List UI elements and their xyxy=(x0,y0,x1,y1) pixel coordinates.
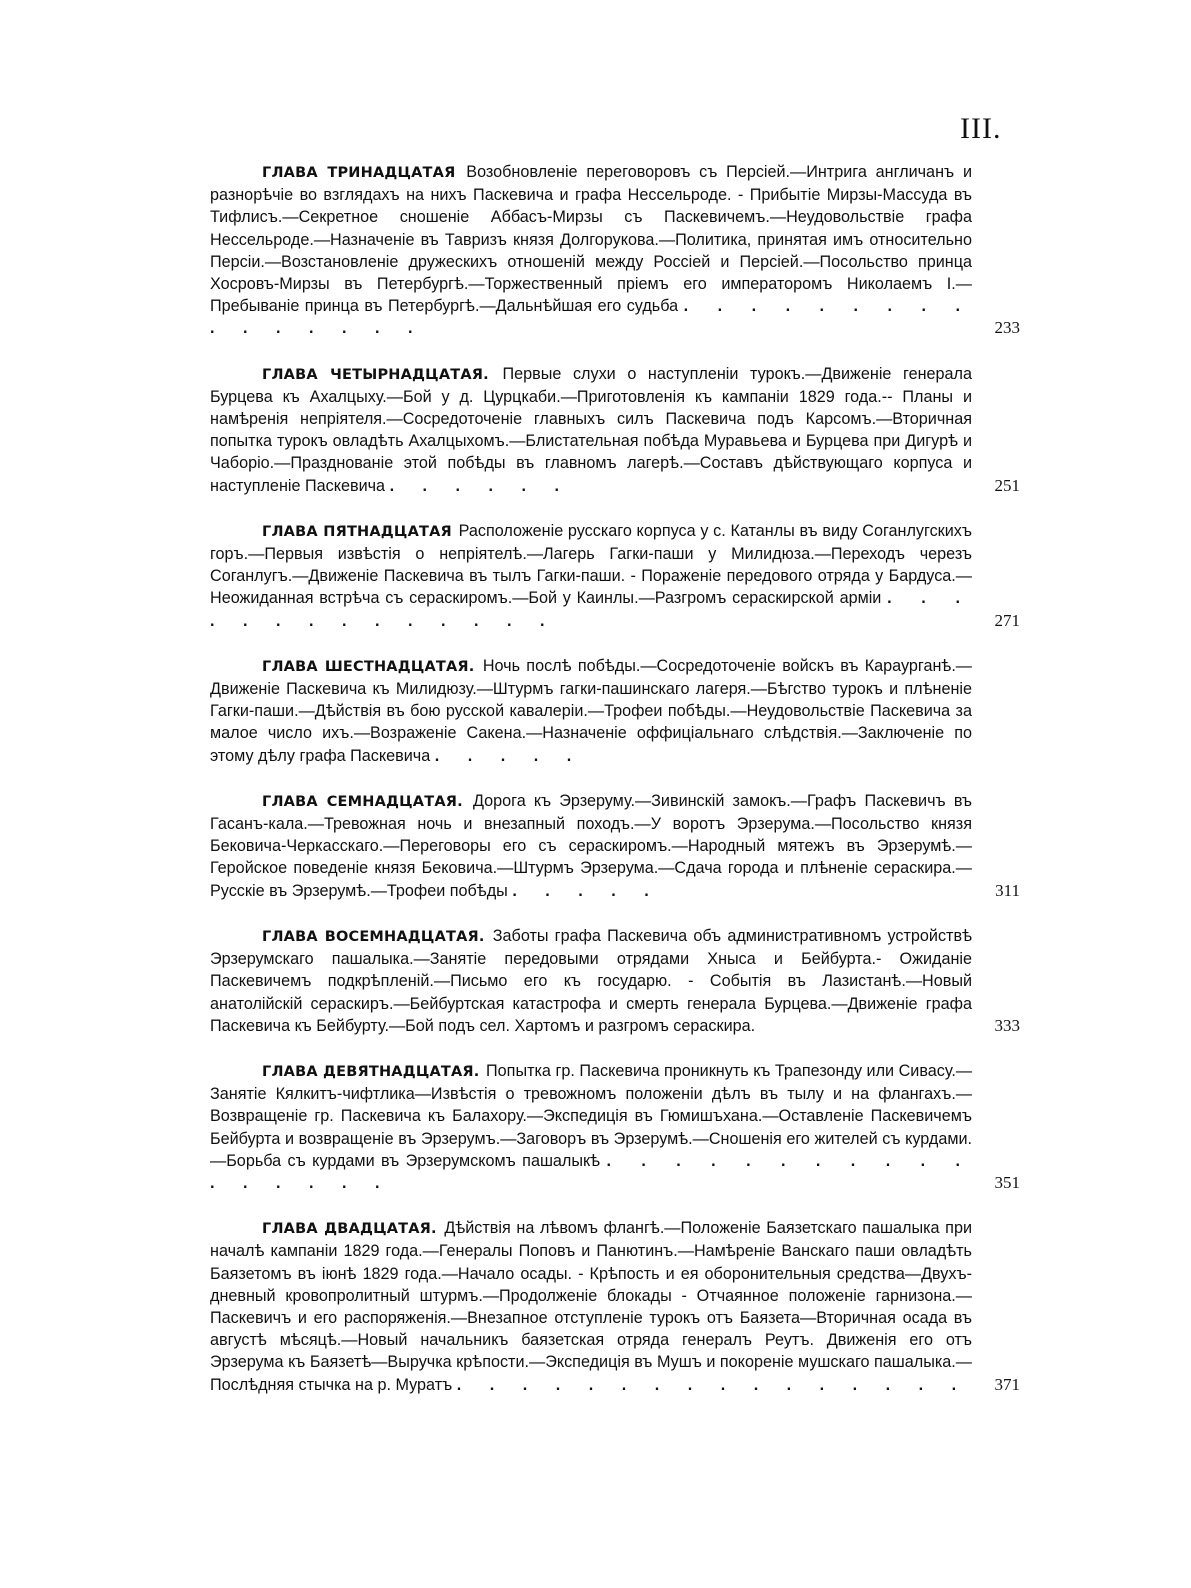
toc-entry-text xyxy=(210,161,972,340)
toc-entry-text xyxy=(210,363,972,497)
leader-dots: . . . . . . . . . . . . . . . . xyxy=(210,297,972,338)
chapter-heading: ГЛАВА ТРИНАДЦАТАЯ xyxy=(262,165,456,181)
toc-entry-text xyxy=(210,1060,972,1194)
page-ref: 371 xyxy=(994,1374,1020,1394)
toc-entry-text xyxy=(210,520,972,632)
page-ref: 351 xyxy=(994,1172,1020,1192)
toc-entry-text xyxy=(210,790,972,902)
page-number: III. xyxy=(960,112,1002,145)
toc-entry-text xyxy=(210,925,972,1037)
leader-dots: . . . . . . . . . . . . . . xyxy=(210,589,972,630)
toc-entry-20 xyxy=(210,1217,1020,1396)
chapter-summary: Возобновленіе переговоровъ съ Персіей.—Интрига англичанъ и разнорѣчіе во взглядахъ на нихъ Паскевича и графа Нессельроде. - Прибытіе Мирзы-Массуда въ Тифлисъ.—Секретное сношеніе Аббасъ-Мирзы съ Паскевичемъ.—Неудовольствіе графа Нессельроде.—Назначеніе въ Тавризъ князя Долгорукова.—Политика, принятая имъ относительно Персіи.—Возстановленіе дружескихъ отношеній между Россіей и Персіей.—Посольство принца Хосровъ-Мирзы въ Петербургѣ.—Торжественный пріемъ его императоромъ Николаемъ I.—Пребываніе принца въ Петербургѣ.—Дальнѣйшая его судьба xyxy=(210,163,972,316)
chapter-summary: Дорога къ Эрзеруму.—Зивинскій замокъ.—Графъ Паскевичъ въ Гасанъ-кала.—Тревожная ночь и внезапный походъ.—У воротъ Эрзерума.—Посольство князя Бековича-Черкасскаго.—Переговоры его съ сераскиромъ.—Народный мятежъ въ Эрзерумѣ.—Геройское поведеніе князя Бековича.—Штурмъ Эрзерума.—Сдача города и плѣненіе сераскира.—Русскіе въ Эрзерумѣ.—Трофеи побѣды xyxy=(210,791,972,900)
leader-dots: . . . . . xyxy=(434,746,584,765)
page-ref: 333 xyxy=(994,1015,1020,1035)
toc-entry-19 xyxy=(210,1060,1020,1194)
page-ref: 251 xyxy=(994,475,1020,495)
toc-entry-18 xyxy=(210,925,1020,1037)
toc-entry-15 xyxy=(210,520,1020,632)
leader-dots: . . . . . . xyxy=(389,476,572,495)
chapter-heading: ГЛАВА ЧЕТЫРНАДЦАТАЯ. xyxy=(262,366,489,383)
chapter-summary: Дѣйствія на лѣвомъ флангѣ.—Положеніе Баязетскаго пашалыка при началѣ кампаніи 1829 года.—Генералы Поповъ и Панютинъ.—Намѣреніе Ванскаго паши овладѣть Баязетомъ въ іюнѣ 1829 года.—Начало осады. - Крѣпость и ея оборонительныя средства—Двухъ-дневный кровопролитный штурмъ.—Продолженіе блокады - Отчаянное положеніе гарнизона.—Паскевичъ и его распоряженія.—Внезапное отступленіе турокъ отъ Баязета—Вторичная осада въ августѣ мѣсяцѣ.—Новый начальникъ баязетская отряда генералъ Реутъ. Движенія его отъ Эрзерума къ Баязетѣ—Выручка крѣпости.—Экспедиція въ Мушъ и покореніе мушскаго пашалыка.—Послѣдняя стычка на р. Муратъ xyxy=(210,1219,972,1394)
chapter-summary: Расположеніе русскаго корпуса у с. Катанлы въ виду Соганлугскихъ горъ.—Первыя извѣстія о непріятелѣ.—Лагерь Гагки-паши у Милидюза.—Переходъ черезъ Соганлугъ.—Движеніе Паскевича въ тылъ Гагки-паши. - Пораженіе передового отряда у Бардуса.—Неожиданная встрѣча съ сераскиромъ.—Бой у Каинлы.—Разгромъ сераскирской арміи xyxy=(210,521,972,608)
table-of-contents xyxy=(210,161,1020,1419)
chapter-heading: ГЛАВА ДВАДЦАТАЯ. xyxy=(262,1221,437,1238)
toc-entry-13 xyxy=(210,161,1020,340)
toc-entry-16 xyxy=(210,655,1020,767)
toc-entry-14 xyxy=(210,363,1020,497)
toc-entry-text xyxy=(210,1217,972,1396)
page-ref: 233 xyxy=(994,318,1020,338)
chapter-summary: Заботы графа Паскевича объ административномъ устройствѣ Эрзерумскаго пашалыка.—Занятіе передовыми отрядами Хныса и Бейбурта.- Ожиданіе Паскевичемъ подкрѣпленій.—Письмо его къ государю. - Событія въ Лазистанѣ.—Новый анатолійскій сераскиръ.—Бейбуртская катастрофа и смерть генерала Бурцева.—Движеніе графа Паскевича къ Бейбурту.—Бой подъ сел. Хартомъ и разгромъ сераскира. xyxy=(210,926,972,1035)
leader-dots: . . . . . . . . . . . . . . . . . xyxy=(210,1151,973,1192)
toc-entry-17 xyxy=(210,790,1020,902)
chapter-summary: Ночь послѣ побѣды.—Сосредоточеніе войскъ въ Караурганѣ.—Движеніе Паскевича къ Милидюзу.—Штурмъ гагки-пашинскаго лагеря.—Бѣгство турокъ и плѣненіе Гагки-паши.—Дѣйствія въ бою русской кавалеріи.—Трофеи побѣды.—Неудовольствіе Паскевича за малое число ихъ.—Возраженіе Сакена.—Назначеніе оффиціальнаго слѣдствія.—Заключеніе по этому дѣлу графа Паскевича xyxy=(210,656,972,765)
page-ref: 271 xyxy=(994,610,1020,630)
chapter-heading: ГЛАВА ДЕВЯТНАДЦАТАЯ. xyxy=(262,1063,480,1080)
toc-entry-text xyxy=(210,655,972,767)
chapter-summary: Попытка гр. Паскевича проникнуть къ Трапезонду или Сивасу.—Занятіе Кялкитъ-чифтлика—Извѣстія о тревожномъ положеніи дѣлъ въ тылу и на флангахъ.—Возвращеніе гр. Паскевича къ Балахору.—Экспедиція въ Гюмишъхана.—Оставленіе Паскевичемъ Бейбурта и возвращеніе въ Эрзерумъ.—Заговоръ въ Эрзерумѣ.—Сношенія его жителей съ курдами.—Борьба съ курдами въ Эрзерумскомъ пашалыкѣ xyxy=(210,1061,973,1170)
chapter-summary: Первые слухи о наступленіи турокъ.—Движеніе генерала Бурцева къ Ахалцыху.—Бой у д. Цурцкаби.—Приготовленія къ кампаніи 1829 года.-- Планы и намѣренія непріятеля.—Сосредоточеніе главныхъ силъ Паскевича подъ Карсомъ.—Вторичная попытка турокъ овладѣть Ахалцыхомъ.—Блистательная побѣда Муравьева и Бурцева при Дигурѣ и Чаборіо.—Празднованіе этой побѣды въ главномъ лагерѣ.—Составъ дѣйствующаго корпуса и наступленіе Паскевича xyxy=(210,364,972,495)
page-ref: 311 xyxy=(995,880,1020,900)
chapter-heading: ГЛАВА ВОСЕМНАДЦАТАЯ. xyxy=(262,928,485,945)
chapter-heading: ГЛАВА СЕМНАДЦАТАЯ. xyxy=(262,793,463,810)
leader-dots: . . . . . . . . . . . . . . . . xyxy=(456,1375,969,1394)
chapter-heading: ГЛАВА ШЕСТНАДЦАТАЯ. xyxy=(262,658,475,675)
chapter-heading: ГЛАВА ПЯТНАДЦАТАЯ xyxy=(262,523,452,540)
leader-dots: . . . . . xyxy=(512,881,661,900)
